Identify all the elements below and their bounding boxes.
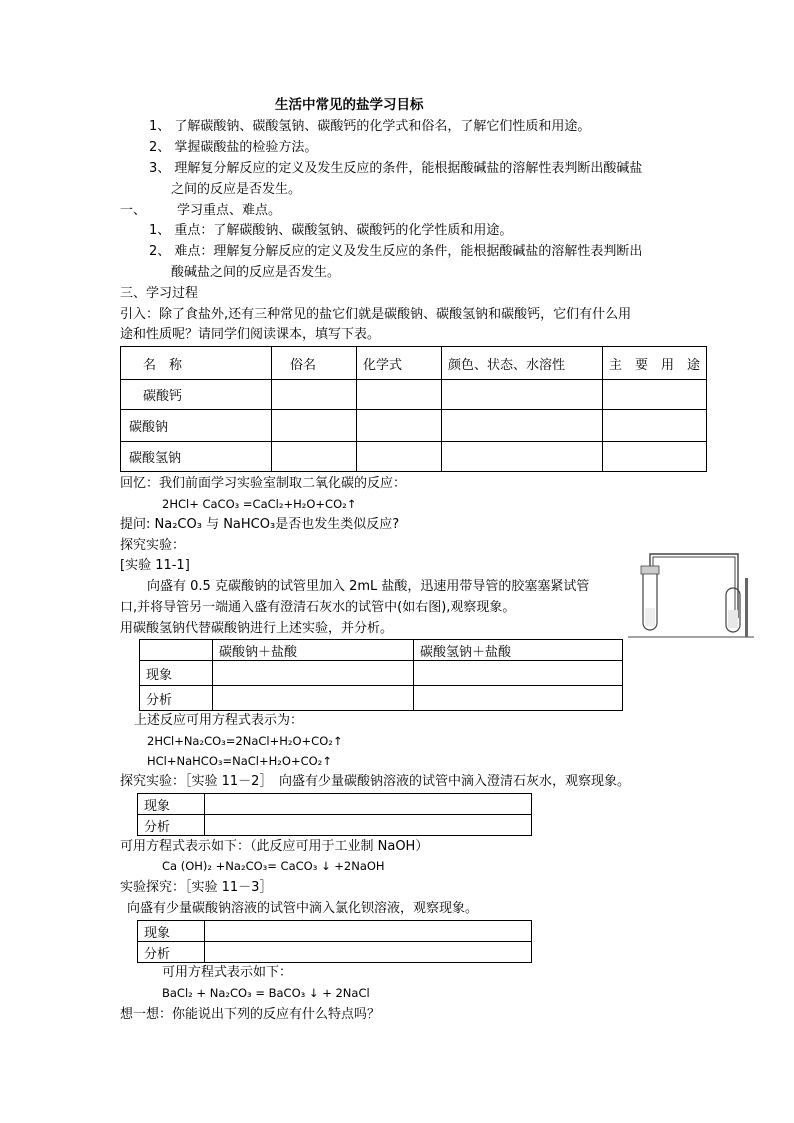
equation-1: 2HCl+ CaCO₃ =CaCl₂+H₂O+CO₂↑ (162, 497, 357, 511)
equation-intro: 上述反应可用方程式表示为： (134, 713, 304, 728)
cell[interactable] (442, 410, 603, 442)
section-1-heading: 一、 (120, 203, 147, 218)
cell[interactable] (213, 686, 414, 711)
row-phenomenon: 现象 (138, 794, 205, 815)
cell[interactable] (357, 380, 442, 410)
equation-3: HCl+NaHCO₃=NaCl+H₂O+CO₂↑ (147, 754, 332, 768)
objective-3: 3、 理解复分解反应的定义及发生反应的条件，能根据酸碱盐的溶解性表判断出酸碱盐 (149, 161, 643, 176)
experiment-11-3-table (137, 920, 532, 963)
header-sodium-bicarbonate-hcl: 碳酸氢钠＋盐酸 (414, 640, 623, 661)
header-properties: 颜色、状态、水溶性 (442, 347, 603, 380)
cell[interactable] (442, 380, 603, 410)
objective-1: 1、 了解碳酸钠、碳酸氢钠、碳酸钙的化学式和俗名，了解它们性质和用途。 (149, 119, 591, 134)
review-text: 回忆：我们前面学习实验室制取二氧化碳的反应： (120, 476, 407, 491)
experiment-11-1-table (139, 639, 623, 711)
key-point-2: 2、 难点：理解复分解反应的定义及发生反应的条件，能根据酸碱盐的溶解性表判断出 (149, 244, 643, 259)
key-point-1: 1、 重点：了解碳酸钠、碳酸氢钠、碳酸钙的化学性质和用途。 (149, 223, 513, 238)
cell[interactable] (603, 410, 707, 442)
intro-line-2: 途和性质呢？请同学们阅读课本，填写下表。 (120, 327, 381, 342)
objective-3-cont: 之间的反应是否发生。 (171, 182, 302, 197)
row-phenomenon: 现象 (138, 921, 205, 942)
page-title: 生活中常见的盐学习目标 (275, 97, 424, 113)
equation-5-intro: 可用方程式表示如下： (162, 965, 293, 980)
cell[interactable] (603, 442, 707, 472)
experiment-11-1-text-2: 口,并将导管另一端通入盛有澄清石灰水的试管中(如右图),观察现象。 (120, 600, 516, 615)
cell[interactable] (414, 686, 623, 711)
cell[interactable] (603, 380, 707, 410)
explore-label: 探究实验： (120, 538, 186, 553)
section-1-title: 学习重点、难点。 (177, 203, 282, 218)
header-sodium-carbonate-hcl: 碳酸钠＋盐酸 (213, 640, 414, 661)
experiment-11-1-text-1: 向盛有 0.5 克碳酸钠的试管里加入 2mL 盐酸，迅速用带导管的胶塞塞紧试管 (147, 579, 590, 594)
cell[interactable] (205, 921, 532, 942)
experiment-11-1-label: [实验 11-1] (120, 558, 190, 573)
header-blank (140, 640, 213, 661)
equation-4: Ca (OH)₂ +Na₂CO₃= CaCO₃ ↓ +2NaOH (162, 859, 385, 873)
think-prompt: 想一想：你能说出下列的反应有什么特点吗？ (120, 1007, 381, 1022)
cell[interactable] (205, 942, 532, 963)
row-sodium-carbonate: 碳酸钠 (121, 410, 272, 442)
objective-2: 2、 掌握碳酸盐的检验方法。 (149, 140, 318, 155)
cell[interactable] (272, 442, 357, 472)
cell[interactable] (357, 410, 442, 442)
cell[interactable] (272, 410, 357, 442)
row-analysis: 分析 (138, 942, 205, 963)
salt-properties-table (120, 346, 707, 472)
intro-line-1: 引入：除了食盐外,还有三种常见的盐它们就是碳酸钠、碳酸氢钠和碳酸钙，它们有什么用 (120, 307, 632, 322)
row-sodium-bicarbonate: 碳酸氢钠 (121, 442, 272, 472)
cell[interactable] (272, 380, 357, 410)
section-3-heading: 三、学习过程 (120, 286, 199, 301)
equation-4-intro: 可用方程式表示如下：（此反应可用于工业制 NaOH） (120, 839, 429, 854)
experiment-11-2-table (137, 793, 532, 836)
row-analysis: 分析 (138, 815, 205, 836)
cell[interactable] (357, 442, 442, 472)
experiment-11-1-text-3: 用碳酸氢钠代替碳酸钠进行上述实验，并分析。 (120, 621, 394, 636)
cell[interactable] (442, 442, 603, 472)
test-tube-apparatus-icon (628, 548, 754, 640)
question-text: 提问: Na₂CO₃ 与 NaHCO₃是否也发生类似反应? (120, 517, 400, 532)
equation-5: BaCl₂ + Na₂CO₃ = BaCO₃ ↓ + 2NaCl (162, 986, 370, 1000)
experiment-11-3-text: 向盛有少量碳酸钠溶液的试管中滴入氯化钡溶液，观察现象。 (127, 901, 479, 916)
key-point-2-cont: 酸碱盐之间的反应是否发生。 (171, 265, 341, 280)
cell[interactable] (205, 794, 532, 815)
header-common-name: 俗名 (272, 347, 357, 380)
equation-2: 2HCl+Na₂CO₃=2NaCl+H₂O+CO₂↑ (147, 734, 343, 748)
experiment-11-3-label: 实验探究：［实验 11－3］ (120, 880, 273, 895)
experiment-11-2-text: 探究实验：［实验 11－2］ 向盛有少量碳酸钠溶液的试管中滴入澄清石灰水，观察现象。 (120, 774, 630, 789)
cell[interactable] (213, 661, 414, 686)
cell[interactable] (414, 661, 623, 686)
row-calcium-carbonate: 碳酸钙 (121, 380, 272, 410)
row-analysis: 分析 (140, 686, 213, 711)
header-uses: 主 要 用 途 (603, 347, 707, 380)
cell[interactable] (205, 815, 532, 836)
header-name: 名 称 (121, 347, 272, 380)
header-formula: 化学式 (357, 347, 442, 380)
row-phenomenon: 现象 (140, 661, 213, 686)
